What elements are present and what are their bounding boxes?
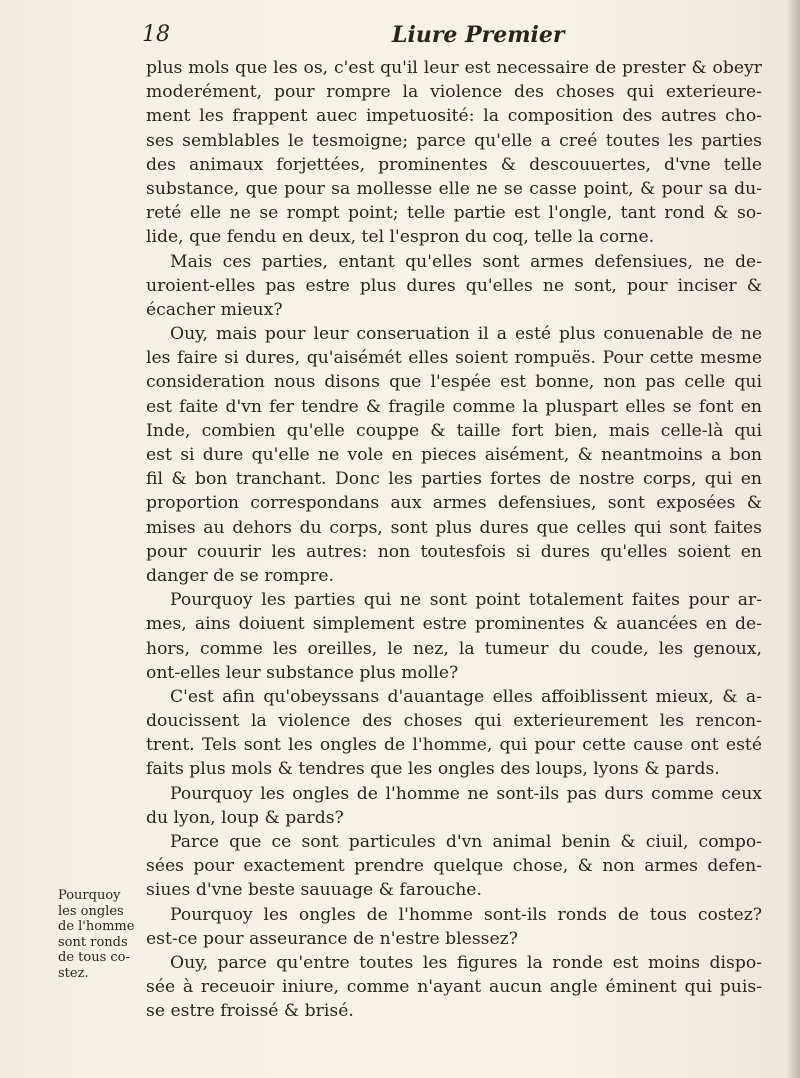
text-line: Pourquoy les ongles de l'homme ne sont-ils pas durs comme ceux — [170, 783, 762, 804]
text-line: trent. Tels sont les ongles de l'homme, qui pour cette cause ont esté — [146, 735, 762, 756]
margin-note-line: de tous co- — [58, 950, 130, 965]
text-line: se estre froissé & brisé. — [146, 1001, 354, 1022]
text-line: des animaux forjettées, prominentes & descouuertes, d'vne telle — [146, 154, 762, 175]
text-line: hors, comme les oreilles, le nez, la tumeur du coude, les genoux, — [146, 638, 762, 659]
margin-note-line: de l'homme — [58, 919, 135, 934]
page-number: 18 — [142, 22, 170, 47]
text-line: uroient-elles pas estre plus dures qu'elles ne sont, pour inciser & — [146, 275, 762, 296]
text-line: Ouy, mais pour leur conseruation il a esté plus conuenable de ne — [170, 324, 762, 345]
text-line: pour couurir les autres: non toutesfois si dures qu'elles soient en — [146, 541, 762, 562]
text-line: mes, ains doiuent simplement estre prominentes & auancées en de- — [146, 614, 762, 635]
margin-note-line: stez. — [58, 965, 89, 981]
text-line: sées pour exactement prendre quelque chose, & non armes defen- — [146, 856, 762, 877]
text-line: substance, que pour sa mollesse elle ne se casse point, & pour sa du- — [146, 178, 762, 199]
text-line: Ouy, parce qu'entre toutes les figures la ronde est moins dispo- — [170, 952, 762, 973]
text-line: reté elle ne se rompt point; telle partie est l'ongle, tant rond & so- — [146, 203, 762, 224]
text-line: Parce que ce sont particules d'vn animal benin & ciuil, compo- — [170, 832, 762, 852]
text-line: consideration nous disons que l'espée est bonne, non pas celle qui — [146, 372, 762, 393]
text-line: Mais ces parties, entant qu'elles sont armes defensiues, ne de- — [170, 251, 762, 272]
text-line: doucissent la violence des choses qui exterieurement les rencon- — [146, 711, 762, 732]
text-line: lide, que fendu en deux, tel l'espron du coq, telle la corne. — [146, 227, 655, 248]
text-line: siues d'vne beste sauuage & farouche. — [146, 880, 482, 901]
text-line: Pourquoy les ongles de l'homme sont-ils ronds de tous costez? — [170, 904, 762, 925]
text-line: sée à receuoir iniure, comme n'ayant aucun angle éminent qui puis- — [146, 977, 762, 998]
text-line: mises au dehors du corps, sont plus dures que celles qui sont faites — [146, 517, 762, 538]
text-line: plus mols que les os, c'est qu'il leur est necessaire de prester & obeyr — [146, 58, 762, 78]
margin-note — [58, 888, 142, 981]
running-title: Liure Premier — [392, 22, 565, 48]
text-line: ment les frappent auec impetuosité: la composition des autres cho- — [146, 106, 762, 127]
text-line: C'est afin qu'obeyssans d'auantage elles affoiblissent mieux, & a- — [170, 686, 762, 707]
margin-note-line: sont ronds — [58, 934, 128, 950]
text-line: Pourquoy les parties qui ne sont point totalement faites pour ar- — [170, 590, 762, 611]
margin-note-line: Pourquoy — [58, 888, 121, 903]
text-line: moderément, pour rompre la violence des choses qui exterieure- — [146, 82, 762, 103]
text-line: Inde, combien qu'elle couppe & taille fort bien, mais celle-là qui — [146, 420, 762, 441]
page-edge-shadow — [786, 0, 800, 1078]
text-line: est faite d'vn fer tendre & fragile comme la pluspart elles se font en — [146, 396, 762, 417]
text-line: ses semblables le tesmoigne; parce qu'elle a creé toutes les parties — [146, 130, 762, 151]
text-line: est si dure qu'elle ne vole en pieces aisément, & neantmoins a bon — [146, 445, 762, 465]
page-header — [142, 22, 762, 54]
text-line: fil & bon tranchant. Donc les parties fortes de nostre corps, qui en — [146, 469, 762, 490]
text-line: les faire si dures, qu'aisémét elles soient rompuës. Pour cette mesme — [146, 348, 762, 369]
margin-note-line: les ongles — [58, 903, 124, 919]
text-line: écacher mieux? — [146, 299, 283, 320]
text-line: faits plus mols & tendres que les ongles des loups, lyons & pards. — [146, 759, 720, 780]
text-line: est-ce pour asseurance de n'estre blessez? — [146, 928, 518, 949]
text-line: danger de se rompre. — [146, 565, 334, 586]
body-text — [146, 56, 762, 1024]
text-line: proportion correspondans aux armes defensiues, sont exposées & — [146, 493, 762, 514]
text-line: ont-elles leur substance plus molle? — [146, 662, 459, 683]
text-line: du lyon, loup & pards? — [146, 807, 344, 828]
